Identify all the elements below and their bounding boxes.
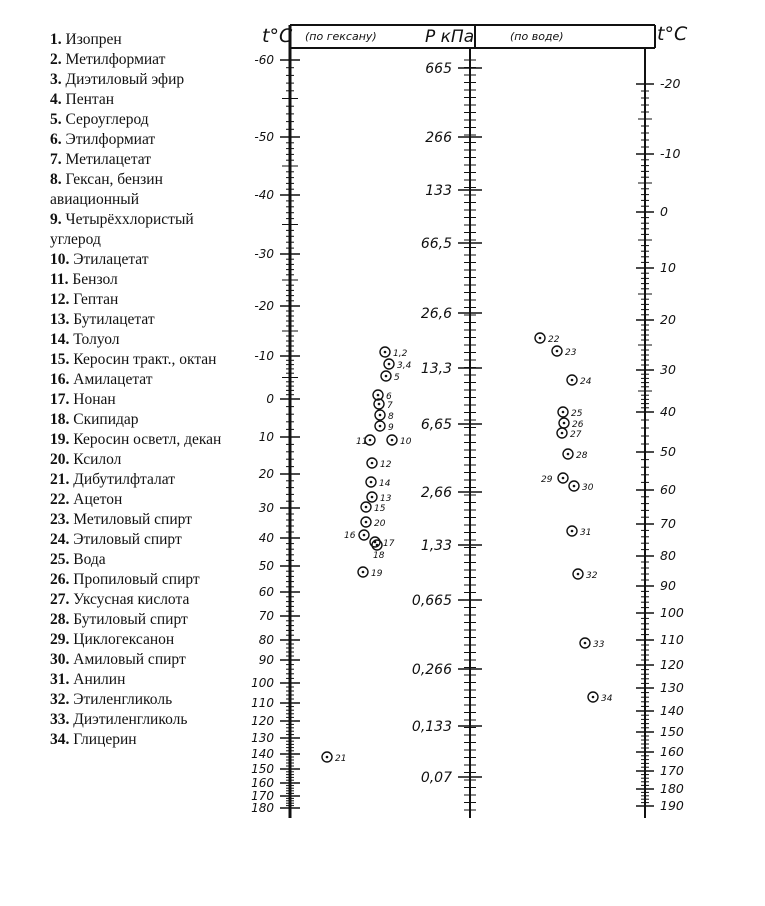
legend-name: Пропиловый спирт [69,571,200,588]
substance-point-center [562,477,565,480]
left-axis-tick-label: 90 [258,653,274,667]
legend-name: Метилформиат [61,51,166,68]
right-axis-tick-label: 130 [660,680,684,695]
legend-number: 31. [50,671,70,688]
substance-point-label: 26 [572,420,584,430]
legend-number: 24. [50,531,70,548]
legend-number: 32. [50,691,70,708]
substance-point-center [556,350,559,353]
legend-name: Четырёххлористый углерод [50,211,194,248]
left-axis-tick-label: 110 [251,696,274,710]
legend-name: Глицерин [69,731,137,748]
right-axis-tick-label: 60 [660,482,676,497]
substance-point-label: 12 [380,460,392,470]
substance-point-label: 32 [586,571,598,581]
pressure-axis-title: P кПа [425,27,475,47]
right-axis-tick-label: 100 [660,605,684,620]
legend-number: 18. [50,411,70,428]
right-axis-tick-label: -10 [660,146,681,161]
substance-point-label: 9 [388,423,394,433]
legend-number: 8. [50,171,62,188]
right-axis-tick-label: 80 [660,548,676,563]
substance-point-center [363,534,366,537]
substance-point-center [379,414,382,417]
legend-name: Керосин тракт., октан [69,351,217,368]
legend-name: Нонан [69,391,116,408]
legend-number: 9. [50,211,62,228]
legend-name: Бензол [68,271,118,288]
legend-number: 7. [50,151,62,168]
legend-number: 5. [50,111,62,128]
legend-name: Этилформиат [61,131,156,148]
left-axis-tick-label: 30 [258,501,274,515]
substance-point-label: 22 [548,335,560,345]
legend-name: Гептан [69,291,119,308]
left-panel-caption: (по гексану) [305,30,377,43]
legend-name: Ксилол [69,451,122,468]
pressure-axis-tick-label: 0,07 [420,770,452,786]
legend-name: Пентан [61,91,115,108]
substance-point-label: 3,4 [397,361,412,371]
legend-number: 15. [50,351,70,368]
substance-point-label: 8 [388,412,394,422]
legend-number: 17. [50,391,70,408]
substance-point-label: 16 [344,531,356,541]
legend-name: Бутилацетат [69,311,155,328]
left-axis-tick-label: -10 [254,349,274,363]
substance-point-center [378,403,381,406]
legend-number: 6. [50,131,62,148]
substance-point-center [391,439,394,442]
legend-number: 27. [50,591,70,608]
substance-point-label: 7 [387,401,393,411]
right-axis-title: t°C [657,23,688,45]
right-axis-tick-label: 70 [660,516,676,531]
pressure-axis-tick-label: 1,33 [420,538,452,554]
legend-name: Ацетон [69,491,123,508]
left-axis-tick-label: 130 [251,731,274,745]
legend-name: Диэтиленгликоль [69,711,188,728]
right-axis-tick-label: 110 [660,632,684,647]
legend-name: Изопрен [61,31,122,48]
legend-name: Циклогексанон [69,631,175,648]
pressure-axis-tick-label: 26,6 [420,306,452,322]
left-axis-tick-label: -20 [254,299,274,313]
left-axis-title: t°C [262,25,293,47]
left-axis-tick-label: 0 [266,392,274,406]
substance-point-label: 29 [541,475,553,485]
substance-point-label: 5 [394,373,400,383]
legend-number: 4. [50,91,62,108]
legend-name: Метилацетат [61,151,152,168]
legend-number: 28. [50,611,70,628]
substance-point-center [365,521,368,524]
legend-name: Скипидар [69,411,139,428]
substance-point-label: 19 [371,569,383,579]
substance-point-center [369,439,372,442]
left-axis-tick-label: 100 [251,676,274,690]
legend-number: 11. [50,271,69,288]
substance-point-center [573,485,576,488]
legend-number: 1. [50,31,62,48]
left-axis-tick-label: 180 [251,801,274,815]
pressure-axis-tick-label: 2,66 [420,485,452,501]
pressure-axis-tick-label: 0,133 [411,719,452,735]
right-axis-tick-label: 0 [660,204,668,219]
right-axis-tick-label: 10 [660,260,676,275]
substance-point-label: 27 [570,430,582,440]
left-axis-tick-label: 10 [258,430,274,444]
substance-point-center [563,422,566,425]
legend-name: Этиленгликоль [69,691,173,708]
right-axis-tick-label: 150 [660,724,684,739]
legend-number: 12. [50,291,70,308]
left-axis-tick-label: 150 [251,762,274,776]
legend-name: Амилацетат [69,371,153,388]
right-panel-caption: (по воде) [510,30,564,43]
legend-name: Уксусная кислота [69,591,190,608]
substance-point-center [371,462,374,465]
substance-point-center [370,481,373,484]
legend-name: Этилацетат [69,251,149,268]
left-axis-tick-label: 120 [251,714,274,728]
legend-number: 30. [50,651,70,668]
pressure-axis-tick-label: 0,266 [411,662,452,678]
left-axis-tick-label: 20 [258,467,274,481]
substance-point-label: 31 [580,528,592,538]
left-axis-tick-label: 140 [251,747,274,761]
substance-point-label: 15 [374,504,386,514]
right-axis-tick-label: 190 [660,798,684,813]
right-axis-tick-label: 140 [660,703,684,718]
legend-number: 19. [50,431,70,448]
substance-point-label: 33 [593,640,605,650]
substance-point-label: 13 [380,494,392,504]
substance-point-center [562,411,565,414]
right-axis-tick-label: 120 [660,657,684,672]
substance-point-center [388,363,391,366]
substance-point-label: 25 [571,409,583,419]
substance-point-center [561,432,564,435]
substance-point-center [571,379,574,382]
substance-point-label: 1,2 [393,349,408,359]
pressure-axis-tick-label: 266 [425,130,452,146]
left-axis-tick-label: 60 [258,585,274,599]
pressure-axis-tick-label: 133 [425,183,452,199]
legend-number: 13. [50,311,70,328]
right-axis-tick-label: 30 [660,362,676,377]
substance-point-center [371,496,374,499]
legend-name: Этиловый спирт [69,531,182,548]
legend-number: 16. [50,371,70,388]
substance-point-center [584,642,587,645]
legend-name: Бутиловый спирт [69,611,188,628]
substance-point-label: 6 [386,392,392,402]
substance-point-label: 17 [383,539,395,549]
substance-point-center [571,530,574,533]
substance-point-center [379,425,382,428]
left-axis-tick-label: -40 [254,188,274,202]
legend-name: Сероуглерод [61,111,149,128]
left-axis-tick-label: 170 [251,789,274,803]
pressure-axis-tick-label: 6,65 [420,417,452,433]
legend-name: Гексан, бензин авиационный [50,171,163,208]
right-axis-tick-label: 160 [660,744,684,759]
substance-point-label: 10 [400,437,412,447]
legend-name: Керосин осветл, декан [69,431,222,448]
substance-point-center [365,506,368,509]
substance-point-center [539,337,542,340]
legend-number: 25. [50,551,70,568]
right-axis-tick-label: 20 [660,312,676,327]
right-axis-tick-label: 180 [660,781,684,796]
substance-point-label: 18 [373,551,385,561]
legend-number: 33. [50,711,70,728]
substance-point-center [326,756,329,759]
right-axis-tick-label: 90 [660,578,676,593]
pressure-axis-tick-label: 13,3 [420,361,452,377]
legend-number: 20. [50,451,70,468]
legend-number: 29. [50,631,70,648]
left-axis-tick-label: 80 [258,633,274,647]
substance-point-center [362,571,365,574]
right-axis-tick-label: 50 [660,444,676,459]
substance-point-center [376,544,379,547]
pressure-axis-tick-label: 665 [425,61,452,77]
legend-name: Анилин [69,671,126,688]
substance-point-center [567,453,570,456]
pressure-axis-tick-label: 66,5 [420,236,452,252]
pressure-axis-tick-label: 0,665 [411,593,452,609]
legend-number: 22. [50,491,70,508]
left-axis-tick-label: 70 [258,609,274,623]
right-axis-tick-label: -20 [660,76,681,91]
substance-point-label: 14 [379,479,391,489]
left-axis-tick-label: -30 [254,247,274,261]
legend-number: 34. [50,731,70,748]
substance-point-label: 30 [582,483,594,493]
substance-point-center [384,351,387,354]
left-axis-tick-label: -60 [254,53,274,67]
substance-point-center [385,375,388,378]
substance-point-label: 11 [356,437,368,447]
legend-number: 2. [50,51,62,68]
substance-point-label: 24 [580,377,592,387]
legend-number: 26. [50,571,70,588]
substance-point-label: 21 [335,754,347,764]
legend-name: Толуол [69,331,120,348]
legend-number: 10. [50,251,70,268]
right-axis-tick-label: 170 [660,763,684,778]
legend-number: 3. [50,71,62,88]
left-axis-tick-label: -50 [254,130,274,144]
substance-point-center [577,573,580,576]
substance-point-label: 34 [601,694,613,704]
legend-name: Метиловый спирт [69,511,192,528]
right-axis-tick-label: 40 [660,404,676,419]
left-axis-tick-label: 40 [258,531,274,545]
legend-name: Вода [69,551,106,568]
legend-name: Амиловый спирт [69,651,186,668]
substance-point-center [377,394,380,397]
left-axis-tick-label: 50 [258,559,274,573]
substance-point-label: 20 [374,519,386,529]
legend-number: 23. [50,511,70,528]
substance-point-center [592,696,595,699]
legend-number: 21. [50,471,70,488]
legend-number: 14. [50,331,70,348]
substance-point-label: 23 [565,348,577,358]
left-axis-tick-label: 160 [251,776,274,790]
substance-point-label: 28 [576,451,588,461]
legend-name: Диэтиловый эфир [61,71,185,88]
legend-name: Дибутилфталат [69,471,175,488]
